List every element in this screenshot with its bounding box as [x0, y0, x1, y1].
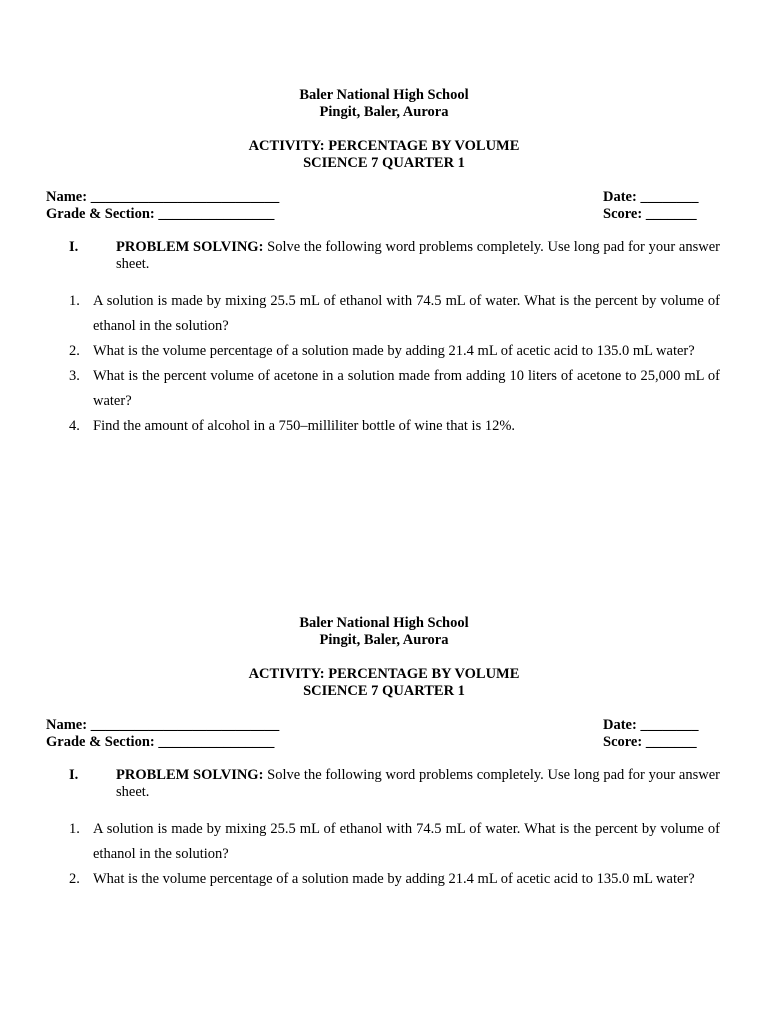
section-title: PROBLEM SOLVING:	[116, 239, 264, 255]
section-number: I.	[69, 767, 79, 783]
school-header	[0, 615, 768, 649]
school-header	[0, 87, 768, 121]
worksheet-copy-2	[0, 615, 768, 892]
score-field: Score: _______	[603, 734, 697, 750]
question-number: 2.	[69, 343, 80, 359]
question-list	[0, 289, 768, 439]
subject-title: SCIENCE 7 QUARTER 1	[303, 683, 465, 699]
question-number: 3.	[69, 368, 80, 384]
question-text: A solution is made by mixing 25.5 mL of ethanol with 74.5 mL of water. What is the percent by volume of ethanol in the solution?	[93, 293, 720, 334]
name-field: Name: __________________________	[46, 189, 280, 205]
question-text: What is the percent volume of acetone in a solution made from adding 10 liters of acetone to 25,000 mL of water?	[93, 368, 720, 409]
school-address: Pingit, Baler, Aurora	[319, 632, 449, 648]
question-number: 1.	[69, 821, 80, 837]
section-text: Solve the following word problems completely. Use long pad for your answer sheet.	[116, 239, 720, 272]
activity-title: ACTIVITY: PERCENTAGE BY VOLUME	[248, 666, 520, 682]
question-item	[0, 289, 768, 339]
name-field: Name: __________________________	[46, 717, 280, 733]
question-item	[0, 339, 768, 364]
question-item	[0, 364, 768, 414]
section-instructions	[0, 767, 768, 801]
school-address: Pingit, Baler, Aurora	[319, 104, 449, 120]
subject-title: SCIENCE 7 QUARTER 1	[303, 155, 465, 171]
section-instructions	[0, 239, 768, 273]
grade-section-field: Grade & Section: ________________	[46, 206, 275, 222]
question-item	[0, 867, 768, 892]
section-title: PROBLEM SOLVING:	[116, 767, 264, 783]
activity-header	[0, 138, 768, 172]
question-text: What is the volume percentage of a solution made by adding 21.4 mL of acetic acid to 135.0 mL water?	[93, 871, 695, 887]
score-field: Score: _______	[603, 206, 697, 222]
student-info	[0, 717, 768, 751]
question-item	[0, 817, 768, 867]
activity-header	[0, 666, 768, 700]
question-list	[0, 817, 768, 892]
grade-section-field: Grade & Section: ________________	[46, 734, 275, 750]
question-text: What is the volume percentage of a solution made by adding 21.4 mL of acetic acid to 135.0 mL water?	[93, 343, 695, 359]
date-field: Date: ________	[603, 189, 699, 205]
date-field: Date: ________	[603, 717, 699, 733]
question-text: Find the amount of alcohol in a 750–milliliter bottle of wine that is 12%.	[93, 418, 516, 434]
question-number: 1.	[69, 293, 80, 309]
worksheet-copy-1	[0, 87, 768, 439]
question-number: 4.	[69, 418, 80, 434]
school-name: Baler National High School	[299, 615, 469, 631]
school-name: Baler National High School	[299, 87, 469, 103]
question-item	[0, 414, 768, 439]
section-text: Solve the following word problems completely. Use long pad for your answer sheet.	[116, 767, 720, 800]
question-number: 2.	[69, 871, 80, 887]
section-number: I.	[69, 239, 79, 255]
activity-title: ACTIVITY: PERCENTAGE BY VOLUME	[248, 138, 520, 154]
student-info	[0, 189, 768, 223]
question-text: A solution is made by mixing 25.5 mL of ethanol with 74.5 mL of water. What is the percent by volume of ethanol in the solution?	[93, 821, 720, 862]
